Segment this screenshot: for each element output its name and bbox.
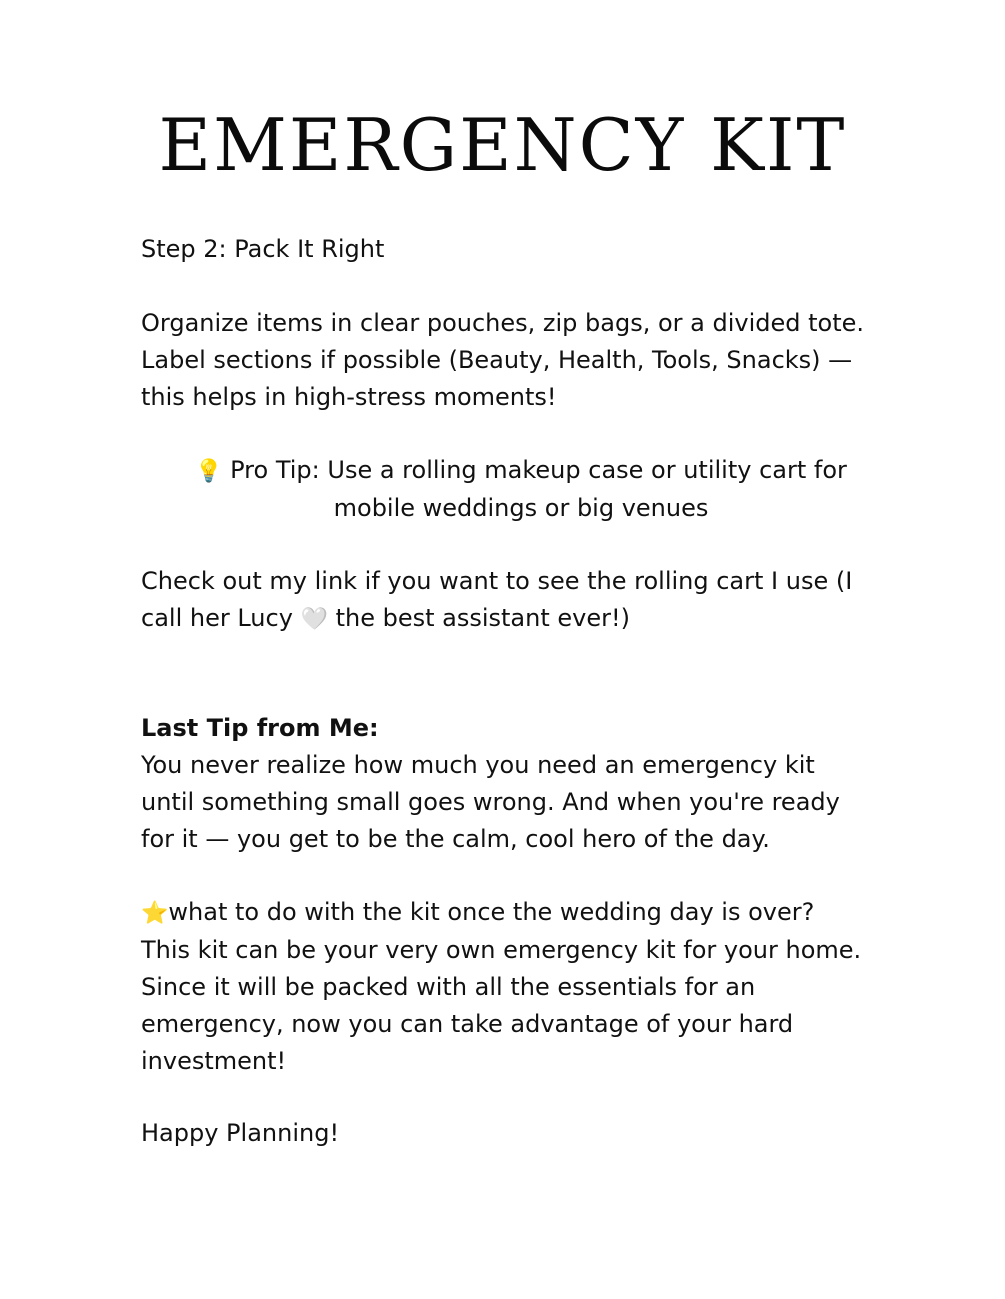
- pro-tip-line-2: mobile weddings or big venues: [333, 494, 709, 522]
- heart-icon: 🤍: [300, 607, 328, 632]
- last-tip-heading: Last Tip from Me:: [141, 714, 379, 742]
- after-line-4: emergency, now you can take advantage of your hard: [141, 1010, 794, 1038]
- last-tip-line-2: until something small goes wrong. And when you're ready: [141, 788, 840, 816]
- organize-line-2: Label sections if possible (Beauty, Health, Tools, Snacks) —: [141, 346, 853, 374]
- pro-tip-paragraph: [141, 452, 901, 527]
- check-out-paragraph: [141, 563, 901, 638]
- after-line-5: investment!: [141, 1047, 287, 1075]
- lightbulb-icon: 💡: [195, 459, 223, 484]
- organize-paragraph: [141, 305, 901, 416]
- last-tip-paragraph: [141, 710, 901, 858]
- page-title: EMERGENCY KIT: [158, 103, 847, 187]
- star-icon: ⭐: [141, 901, 169, 926]
- organize-line-1: Organize items in clear pouches, zip bags, or a divided tote.: [141, 309, 865, 337]
- last-tip-line-3: for it — you get to be the calm, cool hero of the day.: [141, 825, 770, 853]
- after-line-3: Since it will be packed with all the essentials for an: [141, 973, 756, 1001]
- after-wedding-paragraph: [141, 894, 901, 1080]
- after-line-1: what to do with the kit once the wedding day is over?: [168, 898, 815, 926]
- organize-line-3: this helps in high-stress moments!: [141, 383, 557, 411]
- check-out-line-2a: call her Lucy: [141, 604, 301, 632]
- check-out-line-2b: the best assistant ever!): [327, 604, 630, 632]
- closing-line: Happy Planning!: [141, 1119, 340, 1147]
- check-out-line-1: Check out my link if you want to see the rolling cart I use (I: [141, 567, 853, 595]
- pro-tip-line-1: Pro Tip: Use a rolling makeup case or utility cart for: [222, 456, 847, 484]
- step-heading: Step 2: Pack It Right: [141, 235, 385, 263]
- last-tip-line-1: You never realize how much you need an emergency kit: [141, 751, 815, 779]
- after-line-2: This kit can be your very own emergency kit for your home.: [141, 936, 862, 964]
